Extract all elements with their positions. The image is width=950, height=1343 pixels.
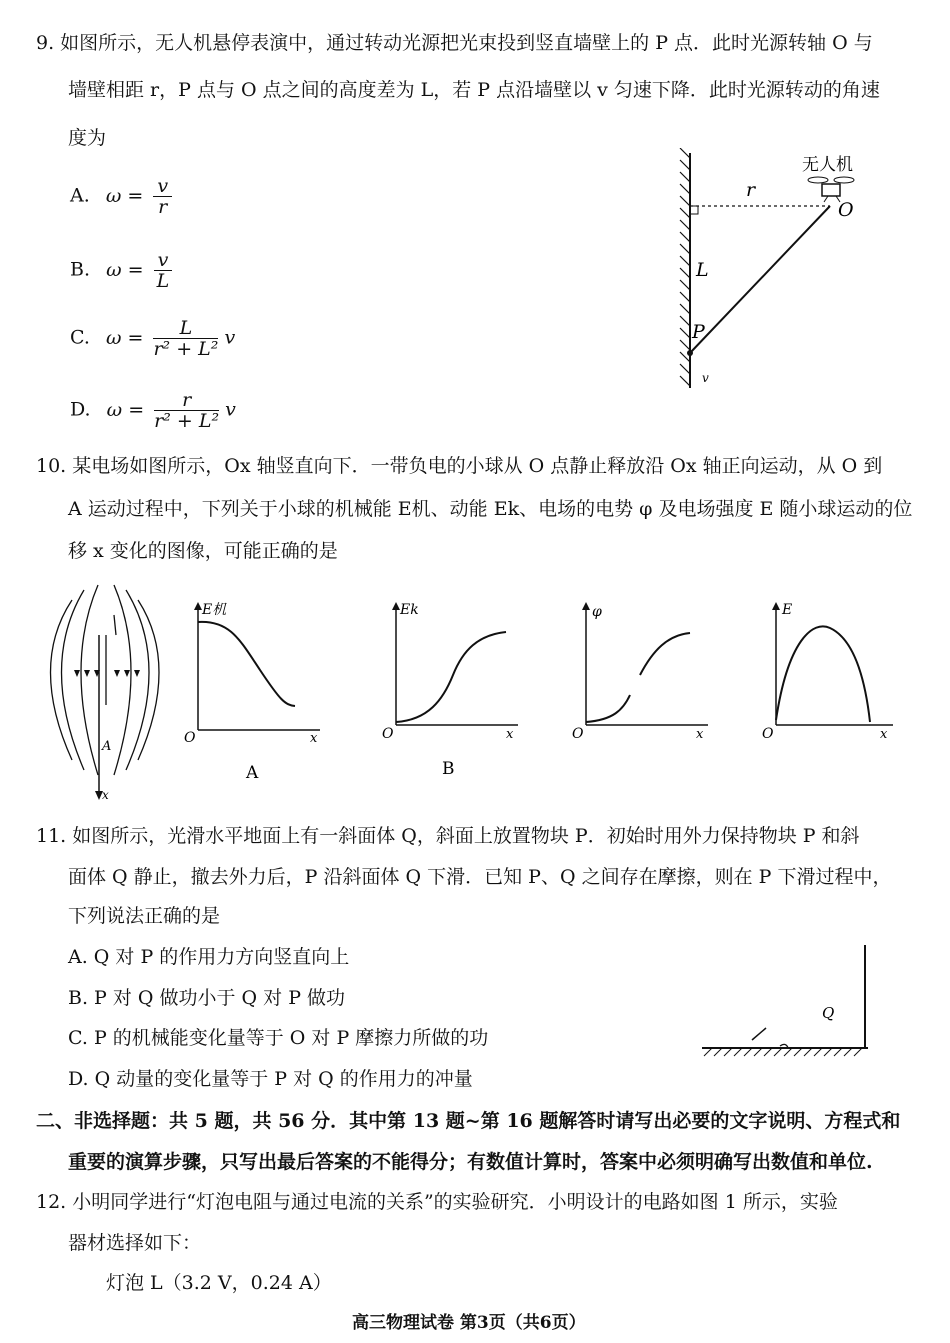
origin-label: O [184, 730, 196, 746]
option-letter: C. [70, 326, 90, 349]
q11-line-1: 11. 如图所示，光滑水平地面上有一斜面体 Q，斜面上放置物块 P．初始时用外力保持物块 P 和斜 [36, 825, 860, 847]
q11-line-2: 面体 Q 静止，撤去外力后，P 沿斜面体 Q 下滑．已知 P、Q 之间存在摩擦，则在 P 下滑过程中， [68, 866, 892, 888]
drone-label: 无人机 [802, 155, 853, 175]
option-tail: v [224, 326, 236, 349]
field-label-a: A [102, 739, 112, 754]
option-lhs: ω = [105, 326, 144, 349]
q10-line-2: A 运动过程中，下列关于小球的机械能 E机、动能 Ek、电场的电势 φ 及电场强度 E 随小球运动的位 [68, 498, 913, 520]
q11-line-3: 下列说法正确的是 [68, 905, 221, 927]
option-lhs: ω = [105, 184, 144, 207]
q11-option-b: B. P 对 Q 做功小于 Q 对 P 做功 [68, 987, 346, 1009]
graph-a [180, 600, 330, 790]
light-beam [690, 206, 830, 353]
option-tail: v [225, 398, 236, 421]
label-q: Q [822, 1004, 835, 1022]
ground-hatching [704, 1048, 862, 1056]
q9-figure [660, 148, 880, 398]
numerator: v [154, 250, 173, 271]
q11-option-d: D. Q 动量的变化量等于 P 对 Q 的作用力的冲量 [68, 1068, 473, 1090]
denominator: r² + L² [154, 410, 220, 432]
fraction [154, 390, 219, 431]
section2-line-1: 二、非选择题：共 5 题，共 56 分．其中第 13 题~第 16 题解答时请写出必要的文字说明、方程式和 [36, 1110, 901, 1132]
q12-line-2: 器材选择如下： [68, 1232, 202, 1254]
q10-line-1: 10. 某电场如图所示，Ox 轴竖直向下．一带负电的小球从 O 点静止释放沿 Ox 轴正向运动，从 O 到 [36, 455, 883, 477]
curve [396, 632, 506, 722]
denominator: r² + L² [153, 338, 219, 360]
fraction [153, 176, 172, 217]
caption: B [442, 759, 455, 779]
numerator: v [153, 176, 172, 197]
q11-option-a: A. Q 对 P 的作用力方向竖直向上 [68, 946, 350, 968]
label-p: P [692, 321, 705, 343]
graph-b [378, 600, 528, 790]
origin-label: O [382, 726, 394, 742]
field-arrows [74, 670, 140, 677]
q12-line-3: 灯泡 L（3.2 V，0.24 A） [106, 1272, 332, 1294]
y-axis-arrow [194, 602, 202, 610]
x-label: x [880, 727, 888, 742]
denominator: r [158, 196, 168, 218]
numerator: r [154, 390, 219, 411]
denominator: L [156, 270, 170, 292]
x-label: x [506, 727, 514, 742]
right-angle-mark [690, 206, 698, 214]
origin-label: O [572, 726, 584, 742]
q9-line-3: 度为 [68, 127, 107, 149]
origin-label: O [762, 726, 774, 742]
field-label-x: x [102, 788, 109, 802]
wall-hatching [680, 148, 690, 386]
option-lhs: ω = [106, 398, 145, 421]
option-letter: B. [70, 258, 91, 281]
caption: A [246, 763, 259, 783]
q12-line-1: 12. 小明同学进行“灯泡电阻与通过电流的关系”的实验研究．小明设计的电路如图 1 所示，实验 [36, 1191, 838, 1213]
y-label: E [782, 602, 793, 618]
y-label: φ [592, 604, 602, 620]
graph-c [568, 600, 718, 750]
curve-lower [586, 695, 630, 722]
curve-upper [640, 633, 690, 675]
y-label: E机 [202, 602, 227, 618]
option-lhs: ω = [106, 258, 144, 281]
label-o: O [838, 199, 854, 221]
q9-option-c [70, 318, 235, 359]
curve [776, 626, 870, 722]
incline-slope [752, 1028, 766, 1040]
graph-d [758, 600, 908, 750]
q9-option-a [70, 176, 172, 217]
q10-line-3: 移 x 变化的图像，可能正确的是 [68, 540, 338, 562]
q9-option-d [70, 390, 236, 431]
page-footer: 高三物理试卷 第3页（共6页） [352, 1313, 586, 1333]
y-axis-arrow [392, 602, 400, 610]
y-axis-arrow [582, 602, 590, 610]
section2-line-2: 重要的演算步骤，只写出最后答案的不能得分；有数值计算时，答案中必须明确写出数值和单位. [68, 1151, 873, 1173]
x-label: x [310, 731, 318, 746]
x-label: x [696, 727, 704, 742]
q11-figure [700, 940, 875, 1065]
y-label: Ek [400, 602, 419, 618]
label-v: v [702, 371, 709, 385]
q9-option-b [70, 250, 172, 291]
label-r: r [746, 179, 756, 201]
curve [198, 622, 295, 706]
q11-option-c: C. P 的机械能变化量等于 O 对 P 摩擦力所做的功 [68, 1027, 489, 1049]
q9-line-1: 9. 如图所示，无人机悬停表演中，通过转动光源把光束投到竖直墙壁上的 P 点．此时光源转轴 O 与 [36, 32, 873, 54]
option-letter: D. [70, 398, 91, 421]
label-l: L [696, 259, 709, 281]
point-p [687, 350, 693, 356]
q9-line-2: 墙壁相距 r，P 点与 O 点之间的高度差为 L，若 P 点沿墙壁以 v 匀速下降．此时光源转动的角速 [68, 79, 880, 101]
fraction [153, 318, 218, 359]
option-letter: A. [70, 184, 90, 207]
numerator: L [153, 318, 218, 339]
electric-field-figure [44, 575, 164, 805]
fraction [154, 250, 173, 291]
y-axis-arrow [772, 602, 780, 610]
